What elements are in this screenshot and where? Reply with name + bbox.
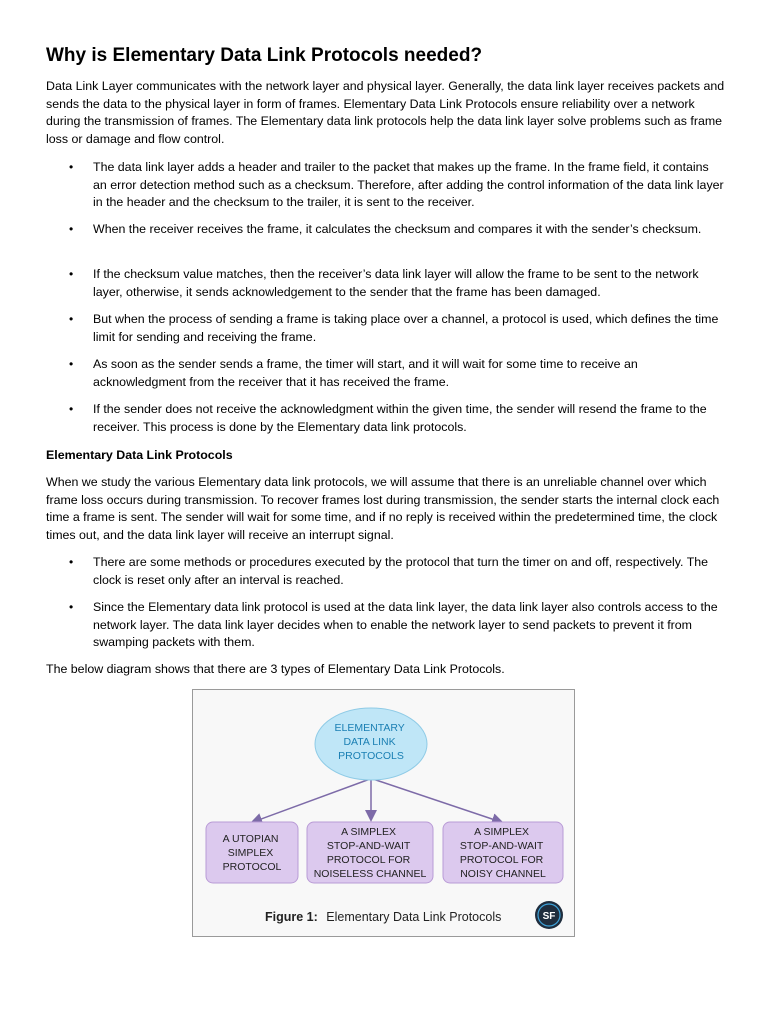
intro-paragraph: Data Link Layer communicates with the network layer and physical layer. Generally, the data link layer receives packets and sends the data to the physical layer in form of frames. Elementary Data Link Protocols ensure reliability over a network during the transmission of frames. The Elementary data link protocols help the data link layer solve problems such as frame loss or damage and flow control. (46, 79, 725, 146)
connector-arrow (253, 779, 370, 822)
list-item-text: But when the process of sending a frame is taking place over a channel, a protocol is used, which defines the time limit for sending and receiving the frame. (93, 312, 719, 344)
list-item-text: There are some methods or procedures executed by the protocol that turn the timer on and off, respectively. The clock is reset only after an interval is reached. (93, 555, 709, 587)
sf-logo-text: SF (542, 911, 556, 922)
bullet-dot: • (69, 222, 74, 236)
bullet-dot: • (69, 160, 74, 174)
list-item (69, 221, 725, 239)
child-node-label: A SIMPLEX STOP-AND-WAIT PROTOCOL FOR NOISY CHANNEL (459, 826, 546, 880)
body-paragraph: When we study the various Elementary data link protocols, we will assume that there is an unreliable channel over which frame loss occurs during transmission. To recover frames lost during transmission, the sender starts the internal clock each time a frame is sent. The sender will wait for some time, and if no reply is received within the predetermined time, the clock times out, and the data link layer will receive an interrupt signal. (46, 475, 720, 542)
page-title: Why is Elementary Data Link Protocols needed? (46, 45, 483, 66)
bullet-dot: • (69, 555, 74, 569)
list-item (69, 311, 725, 346)
child-node-label: A SIMPLEX STOP-AND-WAIT PROTOCOL FOR NOISELESS CHANNEL (313, 826, 427, 880)
protocol-diagram-figure (192, 689, 575, 937)
diagram-intro-paragraph: The below diagram shows that there are 3 types of Elementary Data Link Protocols. (46, 662, 505, 676)
list-item (69, 599, 725, 652)
list-item-text: Since the Elementary data link protocol is used at the data link layer, the data link layer also controls access to the network layer. The data link layer decides when to enable the network layer to send packets to prevent it from swamping packets with them. (93, 600, 718, 650)
bullet-dot: • (69, 402, 74, 416)
list-item (69, 554, 725, 589)
bullet-dot: • (69, 600, 74, 614)
figure-caption: Figure 1: Elementary Data Link Protocols (265, 910, 502, 924)
bullet-dot: • (69, 312, 74, 326)
list-item (69, 159, 725, 212)
child-node-label: A UTOPIAN SIMPLEX PROTOCOL (222, 833, 282, 873)
section-heading: Elementary Data Link Protocols (46, 448, 233, 462)
list-item-text: When the receiver receives the frame, it calculates the checksum and compares it with the sender’s checksum. (93, 222, 702, 236)
protocol-diagram (193, 690, 574, 936)
list-item-text: If the checksum value matches, then the receiver’s data link layer will allow the frame to be sent to the network layer, otherwise, it sends acknowledgement to the sender that the frame has been damaged. (93, 267, 699, 299)
bullet-dot: • (69, 357, 74, 371)
list-item (69, 401, 725, 436)
list-item (69, 356, 725, 391)
list-item-text: The data link layer adds a header and trailer to the packet that makes up the frame. In the frame field, it contains an error detection method such as a checksum. Therefore, after adding the control information of the data link layer in the header and the checksum to the trailer, it is sent to the receiver. (93, 160, 724, 210)
bullet-dot: • (69, 267, 74, 281)
root-node-label: ELEMENTARY DATA LINK PROTOCOLS (334, 722, 405, 762)
list-item-text: As soon as the sender sends a frame, the timer will start, and it will wait for some time to receive an acknowledgment from the receiver that it has received the frame. (93, 357, 638, 389)
list-item-text: If the sender does not receive the acknowledgment within the given time, the sender will resend the frame to the receiver. This process is done by the Elementary data link protocols. (93, 402, 707, 434)
list-item (69, 266, 725, 301)
connector-arrow (373, 779, 501, 822)
